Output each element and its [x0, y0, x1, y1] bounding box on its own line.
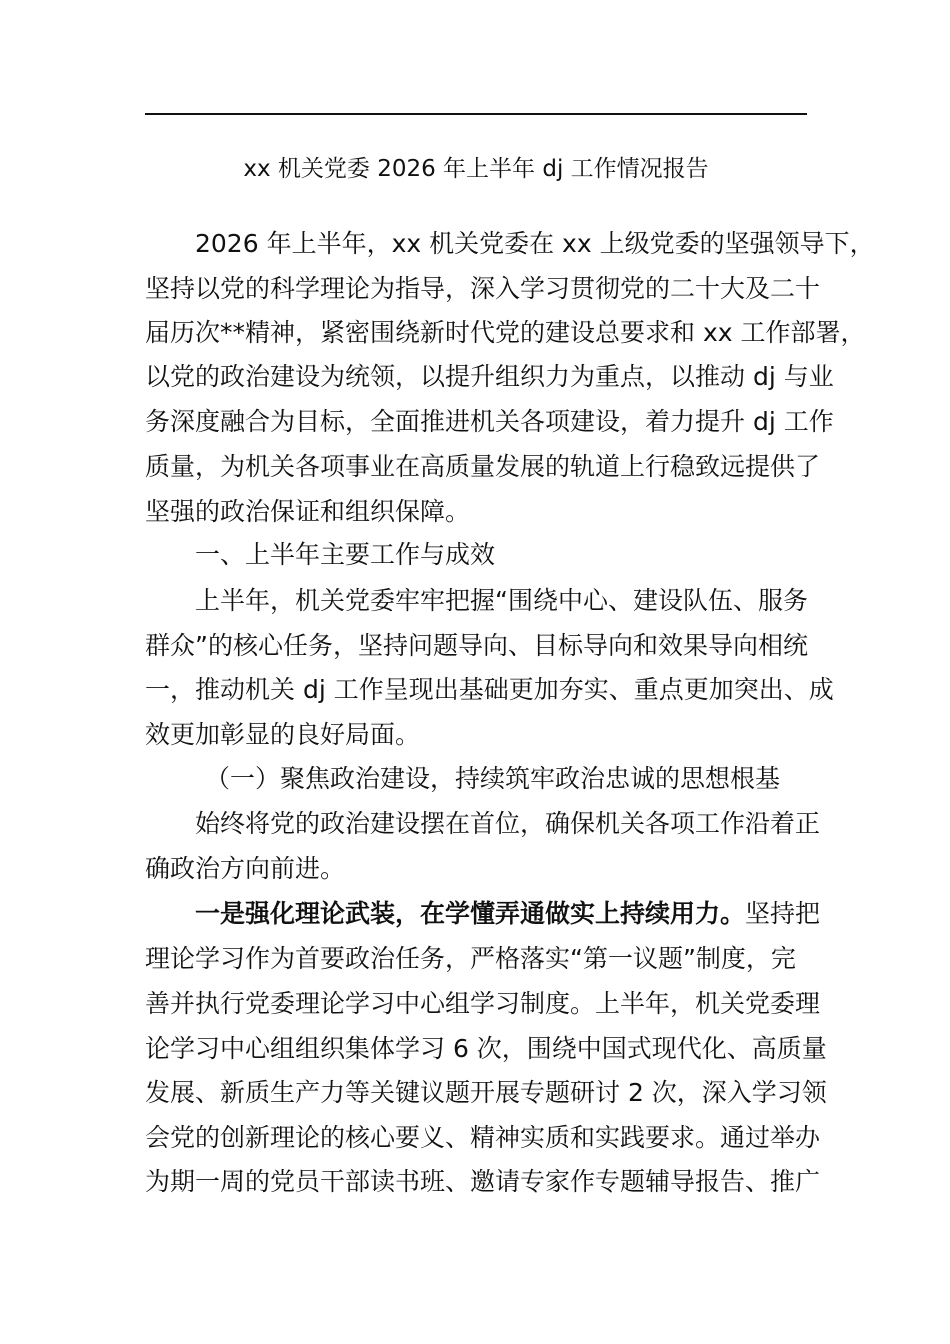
- paragraph-line: [195, 897, 820, 931]
- paragraph-line: 论学习中心组组织集体学习 6 次，围绕中国式现代化、高质量: [145, 1034, 827, 1063]
- section-heading: 一、上半年主要工作与成效: [195, 540, 496, 569]
- paragraph-line: 始终将党的政治建设摆在首位，确保机关各项工作沿着正: [195, 809, 821, 838]
- paragraph-line: 2026 年上半年，xx 机关党委在 xx 上级党委的坚强领导下，: [195, 229, 875, 258]
- paragraph-line: 坚强的政治保证和组织保障。: [145, 497, 471, 526]
- paragraph-line: 一，推动机关 dj 工作呈现出基础更加夯实、重点更加突出、成: [145, 675, 834, 704]
- paragraph-line: 为期一周的党员干部读书班、邀请专家作专题辅导报告、推广: [145, 1167, 821, 1196]
- paragraph-line: 确政治方向前进。: [145, 854, 346, 883]
- bold-lead-text: 一是强化理论武装，在学懂弄通做实上持续用力。: [195, 899, 746, 928]
- paragraph-text: 坚持把: [745, 899, 821, 928]
- paragraph-line: 会党的创新理论的核心要义、精神实质和实践要求。通过举办: [145, 1123, 821, 1152]
- paragraph-line: 群众”的核心任务，坚持问题导向、目标导向和效果导向相统: [145, 631, 808, 660]
- paragraph-line: 善并执行党委理论学习中心组学习制度。上半年，机关党委理: [145, 989, 821, 1018]
- document-title: xx 机关党委 2026 年上半年 dj 工作情况报告: [243, 156, 709, 182]
- paragraph-line: 理论学习作为首要政治任务，严格落实“第一议题”制度，完: [145, 944, 796, 973]
- subsection-heading: （一）聚焦政治建设，持续筑牢政治忠诚的思想根基: [205, 764, 781, 793]
- paragraph-line: 质量，为机关各项事业在高质量发展的轨道上行稳致远提供了: [145, 452, 821, 481]
- paragraph-line: 效更加彰显的良好局面。: [145, 720, 421, 749]
- paragraph-line: 届历次**精神，紧密围绕新时代党的建设总要求和 xx 工作部署，: [145, 318, 866, 347]
- paragraph-line: 发展、新质生产力等关键议题开展专题研讨 2 次，深入学习领: [145, 1078, 827, 1107]
- paragraph-line: 坚持以党的科学理论为指导，深入学习贯彻党的二十大及二十: [145, 274, 821, 303]
- paragraph-line: 上半年，机关党委牢牢把握“围绕中心、建设队伍、服务: [195, 586, 808, 615]
- paragraph-line: 务深度融合为目标，全面推进机关各项建设，着力提升 dj 工作: [145, 407, 834, 436]
- paragraph-line: 以党的政治建设为统领，以提升组织力为重点，以推动 dj 与业: [145, 362, 834, 391]
- header-rule: [145, 113, 807, 115]
